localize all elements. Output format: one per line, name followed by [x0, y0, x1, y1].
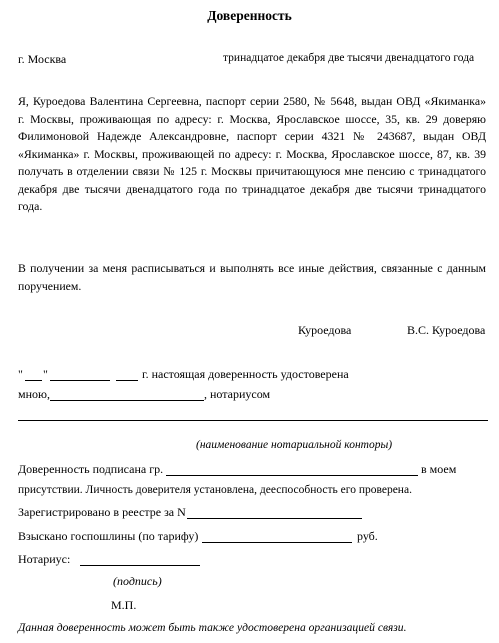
notary-office-caption: (наименование нотариальной конторы) [196, 439, 393, 451]
rub-text: руб. [357, 529, 378, 543]
quote-open: " [18, 367, 23, 381]
body-line: Филимоновой Надежде Александровне, паспорт серии 4321 № 243687, выдан ОВД [18, 129, 486, 143]
year-blank [116, 380, 138, 381]
certified-text: г. настоящая доверенность удостоверена [142, 367, 349, 381]
body-line: поручением. [18, 278, 82, 293]
signature-name: В.С. Куроедова [407, 323, 486, 337]
stamp-text: М.П. [111, 598, 137, 612]
signed-by-text: Доверенность подписана гр. [18, 462, 164, 476]
document-title: Доверенность [207, 8, 292, 23]
body-line: В получении за меня расписываться и выполнять все иные действия, связанные с данным [18, 261, 486, 275]
second-paragraph [18, 260, 486, 295]
body-line: декабря две тысячи двенадцатого года по тринадцатое декабря две тысячи тринадцатого [18, 181, 486, 196]
day-blank [25, 380, 42, 381]
registry-number-blank [187, 518, 362, 519]
by-me-text: мною, [18, 387, 50, 401]
fee-text: Взыскано госпошлины (по тарифу) [18, 529, 199, 543]
body-line: Я, Куроедова Валентина Сергеевна, паспорт серии 2580, № 5648, выдан ОВД «Якиманка» [18, 94, 486, 108]
notary-label: Нотариус: [18, 552, 71, 566]
presence-text: присутствии. Личность доверителя установлена, дееспособность его проверена. [18, 484, 412, 496]
notary-word: , нотариусом [204, 387, 271, 401]
body-line: получать в отделении связи № 125 г. Москвы причитающуюся мне пенсию с тринадцатого [18, 164, 486, 178]
notary-signature-blank [80, 565, 200, 566]
city: г. Москва [18, 52, 67, 66]
month-blank [50, 380, 110, 381]
notary-name-blank [50, 400, 204, 401]
registered-text: Зарегистрировано в реестре за N [18, 505, 186, 519]
signer-blank [166, 475, 418, 476]
signature-word: Куроедова [298, 323, 352, 337]
fee-blank [202, 542, 352, 543]
document-date: тринадцатое декабря две тысячи двенадцатого года [223, 52, 475, 64]
in-my-text: в моем [421, 462, 457, 476]
footer-note: Данная доверенность может быть также удостоверена организацией связи. [18, 621, 407, 634]
quote-close: " [43, 367, 48, 381]
body-line: г. Москвы, проживающая по адресу: г. Москва, Ярославское шоссе, 35, кв. 29 доверяю [18, 111, 486, 126]
body-line: года. [18, 199, 43, 213]
signature-caption: (подпись) [113, 574, 162, 588]
body-line: «Якиманка» г. Москвы, проживающей по адресу: г. Москва, Ярославское шоссе, 87, кв. 39 [18, 146, 486, 161]
notary-office-blank [18, 420, 488, 421]
main-paragraph [18, 93, 486, 216]
